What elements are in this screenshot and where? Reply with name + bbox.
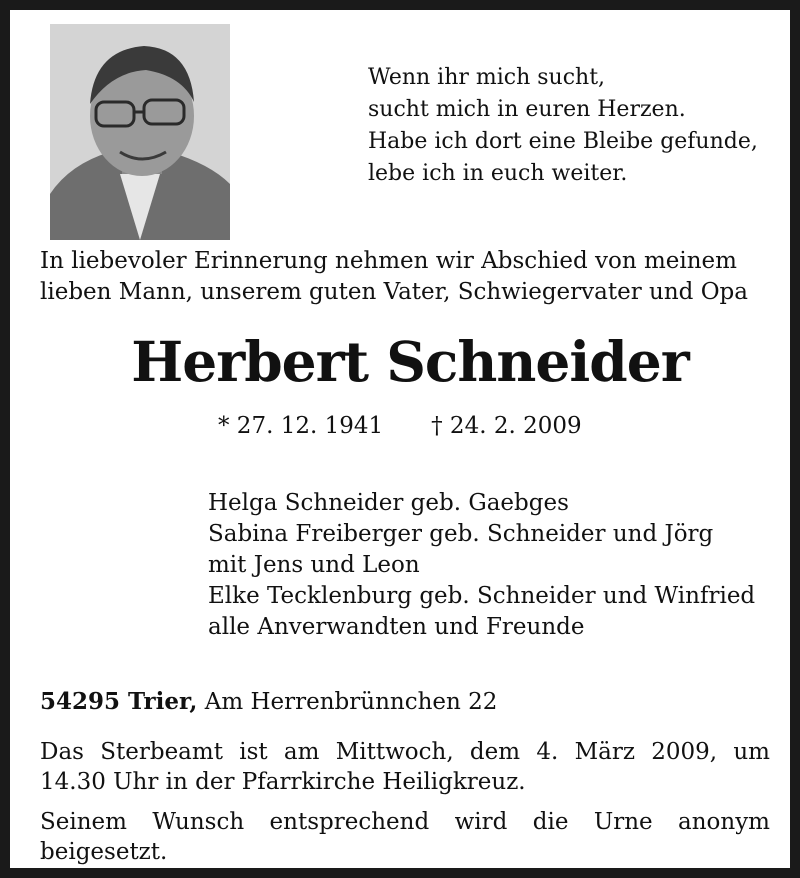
funeral-line: Das Sterbeamt ist am Mittwoch, dem 4. März 2009, um	[40, 739, 770, 765]
mourners-list	[208, 488, 755, 643]
life-dates	[218, 410, 582, 442]
poem-line: Wenn ihr mich sucht,	[368, 65, 606, 90]
intro-line: lieben Mann, unserem guten Vater, Schwiegervater und Opa	[40, 279, 748, 305]
poem-line: lebe ich in euch weiter.	[368, 161, 628, 186]
poem-line: sucht mich in euren Herzen.	[368, 97, 686, 122]
mourner-line: alle Anverwandten und Freunde	[208, 614, 585, 640]
address-street: Am Herrenbrünnchen 22	[204, 689, 498, 715]
intro-line: In liebevoler Erinnerung nehmen wir Abschied von meinem	[40, 248, 737, 274]
poem-line: Habe ich dort eine Bleibe gefunde,	[368, 129, 758, 154]
urn-line: Seinem Wunsch entsprechend wird die Urne anonym	[40, 809, 770, 835]
funeral-notice	[40, 737, 770, 797]
urn-notice	[40, 807, 770, 867]
address	[40, 686, 497, 718]
address-city: 54295 Trier,	[40, 688, 198, 715]
birth-date: * 27. 12. 1941	[218, 413, 384, 439]
mourner-line: Elke Tecklenburg geb. Schneider und Winfried	[208, 583, 756, 609]
mourner-line: mit Jens und Leon	[208, 552, 420, 578]
urn-line: beigesetzt.	[40, 839, 168, 865]
portrait-image	[50, 24, 230, 240]
funeral-line: 14.30 Uhr in der Pfarrkirche Heiligkreuz.	[40, 769, 526, 795]
deceased-name: Herbert Schneider	[131, 329, 689, 394]
mourner-line: Sabina Freiberger geb. Schneider und Jörg	[208, 521, 714, 547]
death-date: † 24. 2. 2009	[431, 413, 582, 439]
portrait-photo	[50, 24, 230, 240]
intro-text	[40, 246, 770, 308]
mourner-line: Helga Schneider geb. Gaebges	[208, 490, 569, 516]
memorial-poem	[368, 62, 758, 190]
